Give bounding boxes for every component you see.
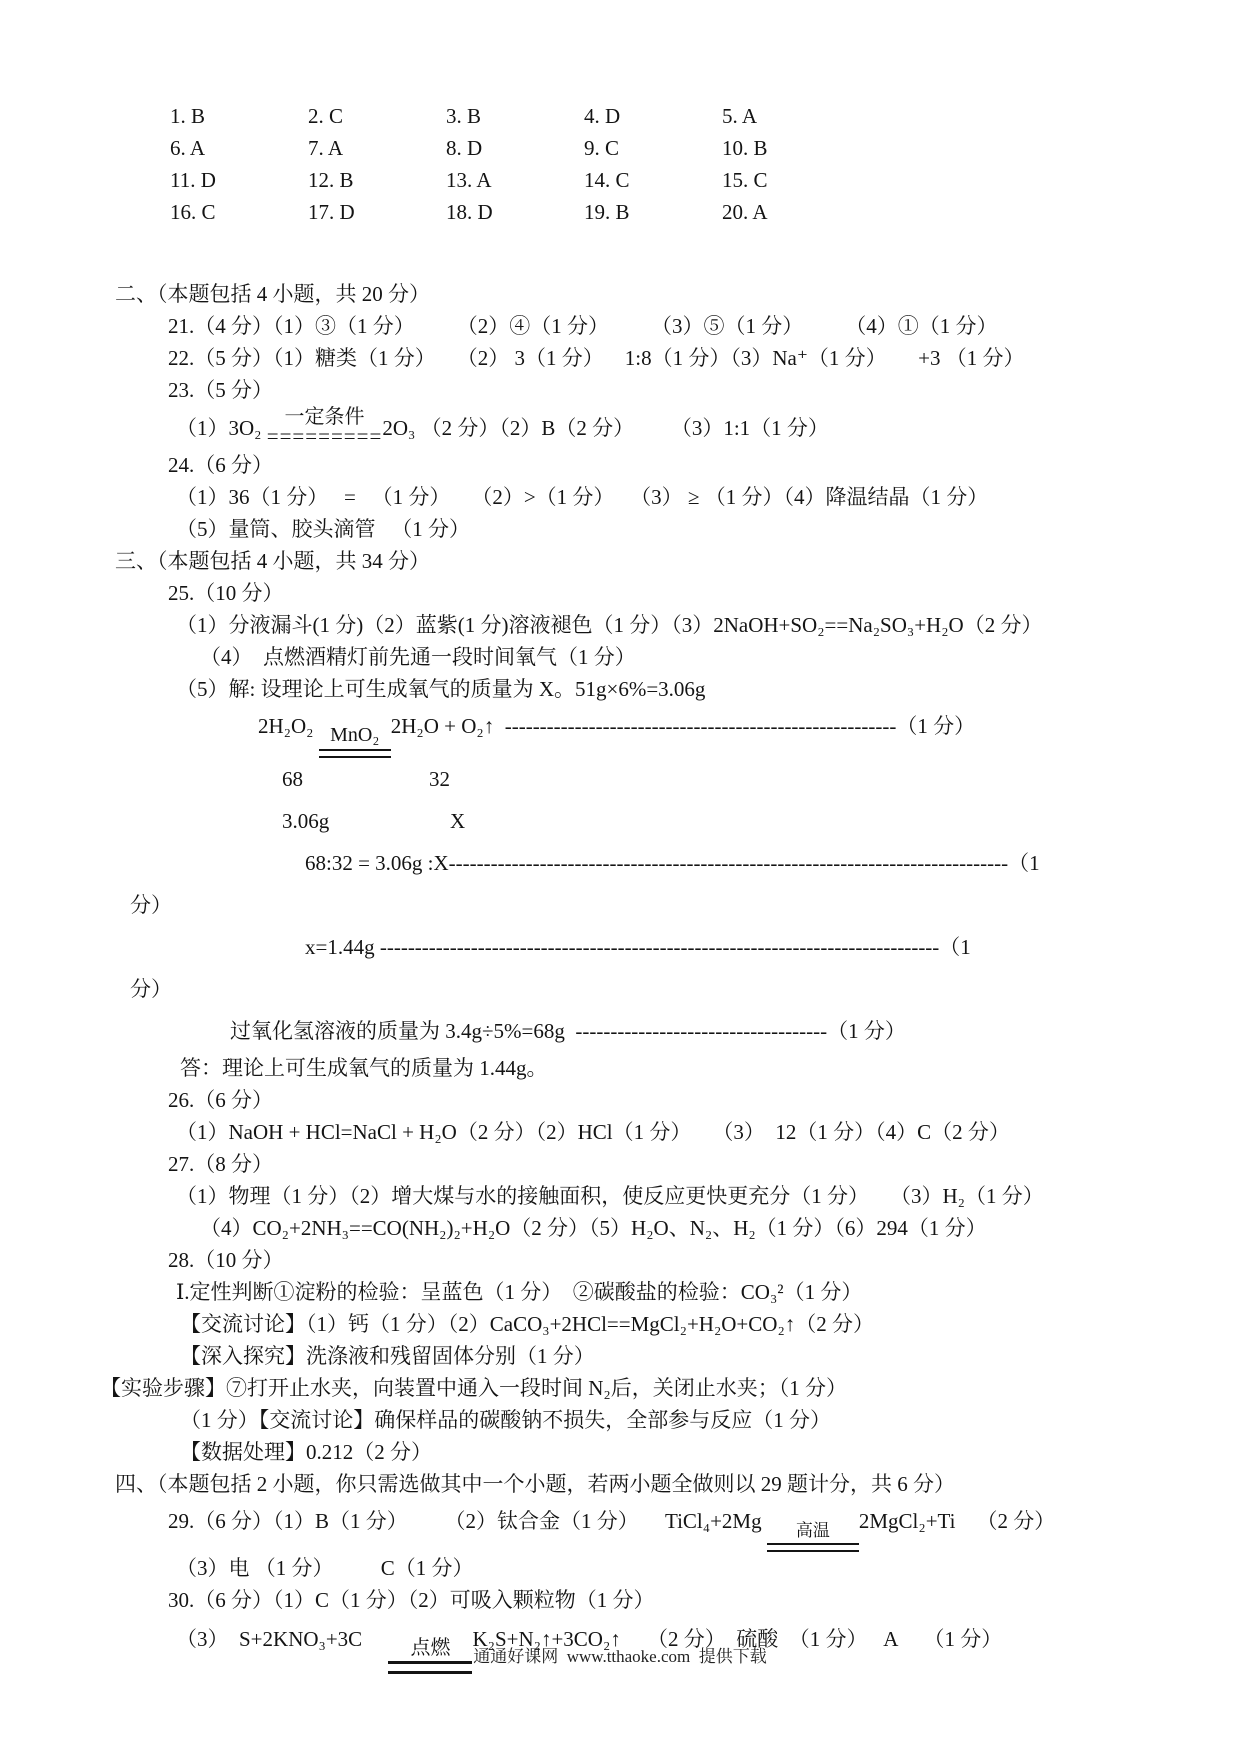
q26-score: 26.（6 分） — [168, 1088, 273, 1112]
choice-row — [170, 100, 1240, 132]
choice-cell: 3. B — [446, 104, 482, 128]
choice-row — [170, 196, 1240, 228]
choice-cell: 16. C — [170, 200, 216, 224]
q24-score: 24.（6 分） — [168, 453, 273, 477]
choice-cell: 5. A — [722, 104, 758, 128]
q29-equation-line — [0, 1500, 1240, 1552]
reaction-condition — [266, 406, 383, 448]
choice-cell: 4. D — [584, 104, 621, 128]
choice-cell: 19. B — [584, 200, 630, 224]
choice-cell: 15. C — [722, 168, 768, 192]
q25-equation-line — [0, 705, 1240, 758]
equation-prefix: （3） S+2KNO₃+3C — [176, 1627, 389, 1651]
double-line-bar — [767, 1543, 859, 1552]
q25-answer-5-setup: （5）解: 设理论上可生成氧气的质量为 X。51g×6%=3.06g — [176, 677, 706, 701]
equation-suffix: 2O₃ （2 分）（2）B（2 分） （3）1:1（1 分） — [382, 416, 829, 440]
reaction-condition — [319, 724, 391, 758]
q25-score: 25.（10 分） — [168, 581, 284, 605]
condition-label: 高温 — [795, 1521, 830, 1540]
choice-cell: 10. B — [722, 136, 768, 160]
wrapped-score-2: 分） — [130, 977, 172, 1001]
q22-answer: 22.（5 分）（1）糖类（1 分） （2） 3（1 分） 1:8（1 分）（3）Na⁺（1 分） +3 （1 分） — [168, 346, 1025, 370]
q27-score: 27.（8 分） — [168, 1152, 273, 1176]
choice-cell: 20. A — [722, 200, 768, 224]
choice-cell: 9. C — [584, 136, 620, 160]
choice-cell: 11. D — [170, 168, 216, 192]
choice-row — [170, 132, 1240, 164]
choice-cell: 7. A — [308, 136, 344, 160]
section3-header: 三、（本题包括 4 小题，共 34 分） — [115, 549, 430, 573]
q25-answer-4: （4） 点燃酒精灯前先通一段时间氧气（1 分） — [200, 645, 636, 669]
page-footer: 通通好课网 www.tthaoke.com 提供下载 — [473, 1647, 767, 1666]
q23-score: 23.（5 分） — [168, 378, 273, 402]
molar-ratio-line: 68 32 — [282, 767, 450, 791]
choice-cell: 12. B — [308, 168, 354, 192]
q28-discussion-line: 【交流讨论】（1）钙（1 分）（2）CaCO₃+2HCl==MgCl₂+H₂O+CO₂↑（2 分） — [180, 1312, 875, 1336]
choice-cell: 14. C — [584, 168, 630, 192]
q30-answers-1to2: 30.（6 分）（1）C（1 分）（2）可吸入颗粒物（1 分） — [168, 1588, 655, 1612]
choice-cell: 18. D — [446, 200, 493, 224]
proportion-line: 68:32 = 3.06g :X--------------------------------------------------------------------------------（1 — [305, 851, 1040, 875]
q26-answers: （1）NaOH + HCl=NaCl + H₂O（2 分）（2）HCl（1 分） （3） 12（1 分）（4）C（2 分） — [176, 1120, 1010, 1144]
mass-ratio-line: 3.06g X — [282, 809, 466, 833]
equation-suffix: 2H₂O + O₂↑ --------------------------------------------------------（1 分） — [390, 714, 976, 738]
choice-row — [170, 164, 1240, 196]
q27-answers-1to3: （1）物理（1 分）（2）增大煤与水的接触面积，使反应更快更充分（1 分） （3）H₂（1 分） — [176, 1184, 1044, 1208]
choice-cell: 8. D — [446, 136, 483, 160]
q24-answer-5: （5）量筒、胶头滴管 （1 分） — [176, 517, 470, 541]
condition-label: 点燃 — [410, 1637, 451, 1659]
choice-cell: 2. C — [308, 104, 344, 128]
q25-answer-1to3: （1）分液漏斗(1 分)（2）蓝紫(1 分)溶液褪色（1 分）（3）2NaOH+SO₂==Na₂SO₃+H₂O（2 分） — [176, 613, 1043, 637]
equation-suffix: K₂S+N₂↑+3CO₂↑ （2 分） 硫酸 （1 分） A （1 分） — [472, 1627, 1003, 1651]
final-answer-line: 答：理论上可生成氧气的质量为 1.44g。 — [180, 1056, 548, 1080]
solution-mass-line: 过氧化氢溶液的质量为 3.4g÷5%=68g ------------------------------------（1 分） — [230, 1019, 906, 1043]
choice-answer-grid — [0, 100, 1240, 228]
section2-header: 二、（本题包括 4 小题，共 20 分） — [115, 282, 430, 306]
choice-cell: 6. A — [170, 136, 206, 160]
choice-cell: 1. B — [170, 104, 206, 128]
equation-prefix: （1）3O₂ — [176, 416, 267, 440]
double-line-bar — [319, 749, 391, 758]
q24-answer-1: （1）36（1 分） = （1 分） （2）>（1 分） （3） ≥ （1 分）（4）降温结晶（1 分） — [176, 485, 989, 509]
q28-procedure-line: 【实验步骤】⑦打开止水夹，向装置中通入一段时间 N₂后，关闭止水夹；（1 分） — [100, 1376, 847, 1400]
condition-label: 一定条件 — [284, 406, 365, 428]
q28-discussion2-line: （1 分）【交流讨论】确保样品的碳酸钠不损失，全部参与反应（1 分） — [180, 1408, 831, 1432]
result-line: x=1.44g --------------------------------------------------------------------------------（1 — [305, 935, 971, 959]
q28-data-line: 【数据处理】0.212（2 分） — [180, 1440, 432, 1464]
section4-header: 四、（本题包括 2 小题，你只需选做其中一个小题，若两小题全做则以 29 题计分，共 6 分） — [115, 1472, 955, 1496]
q23-equation-line — [0, 406, 1240, 449]
equation-prefix: 2H₂O₂ — [258, 714, 319, 738]
q28-exploration-line: 【深入探究】洗涤液和残留固体分别（1 分） — [180, 1344, 595, 1368]
wrapped-score-1: 分） — [130, 893, 172, 917]
condition-label: MnO₂ — [330, 724, 380, 746]
q28-qualitative-line: Ⅰ.定性判断①淀粉的检验：呈蓝色（1 分） ②碳酸盐的检验：CO₃²（1 分） — [176, 1280, 863, 1304]
choice-cell: 13. A — [446, 168, 492, 192]
q27-answers-4to6: （4）CO₂+2NH₃==CO(NH₂)₂+H₂O（2 分）（5）H₂O、N₂、H₂（1 分）（6）294（1 分） — [200, 1216, 987, 1240]
choice-cell: 17. D — [308, 200, 355, 224]
equation-prefix: 29.（6 分）（1）B（1 分） （2）钛合金（1 分） TiCl₄+2Mg — [168, 1509, 767, 1533]
reaction-condition — [767, 1521, 859, 1552]
q28-score: 28.（10 分） — [168, 1248, 284, 1272]
q21-answer: 21.（4 分）（1）③（1 分） （2）④（1 分） （3）⑤（1 分） （4）①（1 分） — [168, 314, 998, 338]
equals-bar: ========= — [266, 424, 383, 448]
equation-suffix: 2MgCl₂+Ti （2 分） — [858, 1509, 1056, 1533]
q29-answer-3: （3）电 （1 分） C（1 分） — [176, 1556, 474, 1580]
